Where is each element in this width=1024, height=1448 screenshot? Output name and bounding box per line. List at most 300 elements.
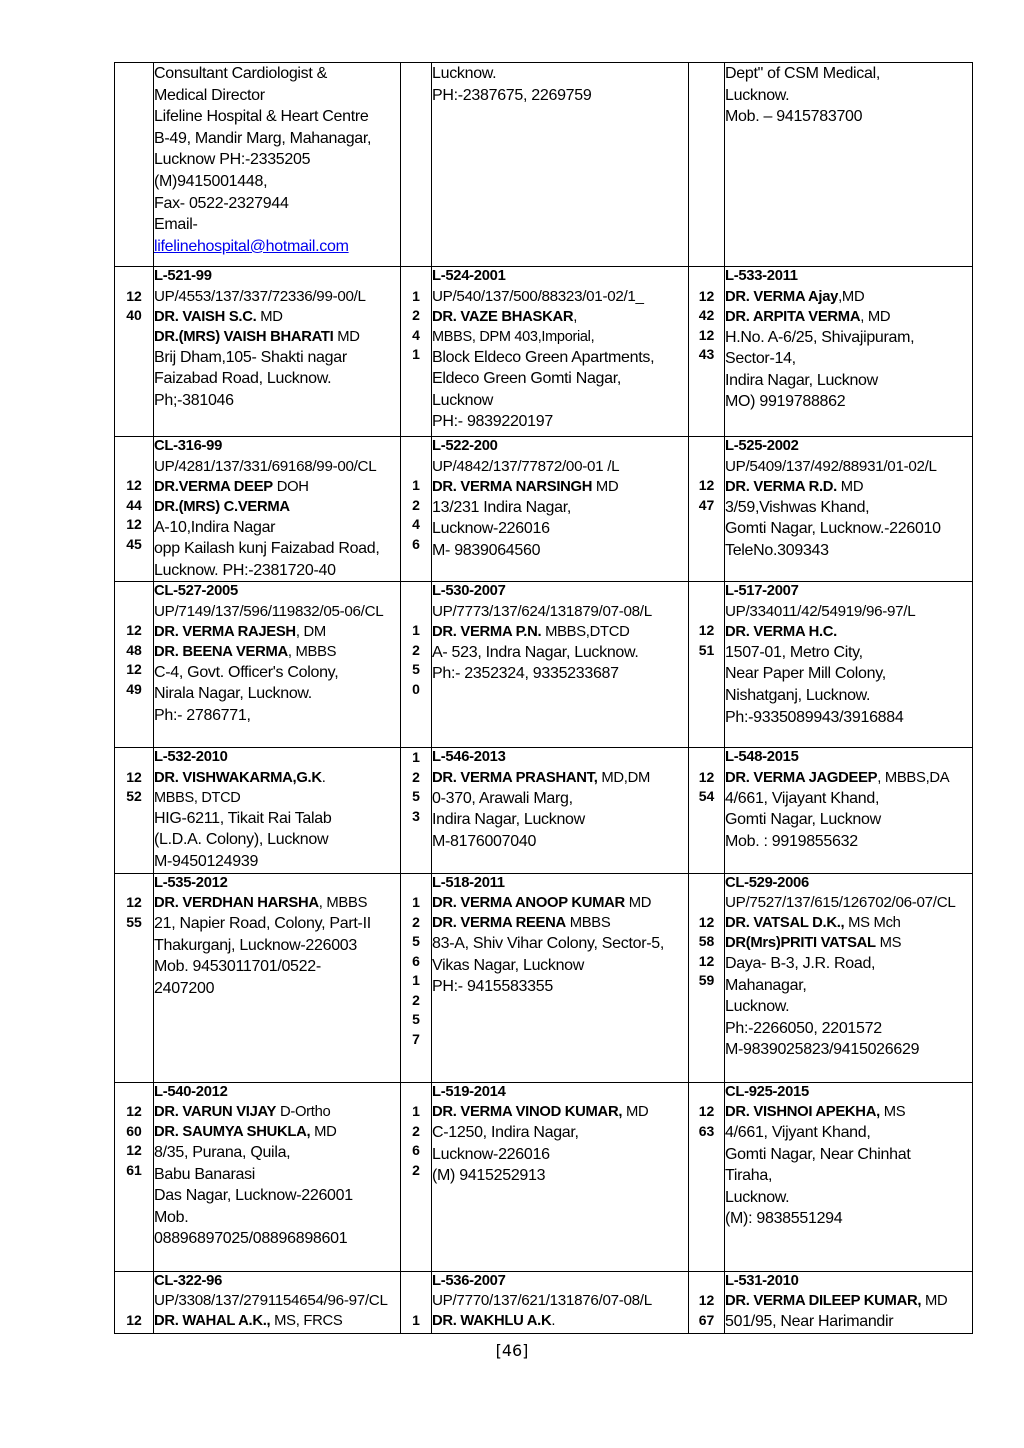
entry-text-line: Lucknow. [725,86,790,104]
serial-digit: 12 [126,477,142,493]
serial-digit: 1 [412,1311,420,1328]
doctor-name-line [154,1311,400,1331]
entry-text-line: 4/661, Vijayant Khand, [725,789,880,807]
doctor-qualification: MD [921,1293,948,1310]
registration-code: UP/7770/137/621/131876/07-08/L [432,1292,652,1310]
serial-number-cell [401,1271,432,1333]
serial-digit [401,874,431,894]
doctor-name-line [154,622,400,642]
serial-digit: 12 [698,622,715,639]
entry-text-line: Lucknow. [432,65,497,82]
entry-text-line: 8/35, Purana, Quila, [154,1144,291,1162]
entry-text-line: Dept" of CSM Medical, [725,65,880,82]
serial-digit: 60 [126,1122,142,1139]
entry-text-line: 1507-01, Metro City, [725,643,863,661]
doctor-qualification: MS [879,1104,906,1121]
serial-digit [689,1272,724,1292]
doctor-name: DR. VERMA NARSINGH [432,478,593,495]
serial-digit: 44 [126,496,142,513]
entry-text-line: Medical Director [154,86,265,104]
page-number: [46] [495,1341,529,1360]
serial-number-cell [115,873,154,1082]
entry-text-line: MO) 9919788862 [725,393,846,411]
doctor-name: DR. VERMA ANOOP KUMAR [432,895,625,912]
entry-text-line: 83-A, Shiv Vihar Colony, Sector-5, [432,935,664,953]
registration-code: UP/3308/137/2791154654/96-97/CL [154,1292,388,1310]
serial-digit: 42 [698,307,715,323]
serial-digit: 1 [412,622,420,639]
doctor-qualification: ,MD [838,288,865,305]
doctor-name: DR. VERMA H.C. [725,623,837,640]
doctor-name-line [154,1122,400,1142]
serial-digit: 1 [412,287,420,304]
directory-row [115,582,973,748]
serial-digit [689,874,724,894]
entry-text-line: PH:- 9415583355 [432,978,553,996]
doctor-name: DR.VERMA DEEP [154,478,273,495]
doctor-name: DR. VAZE BHASKAR [432,308,574,325]
serial-number-cell [689,1271,725,1333]
serial-digit: 12 [126,1142,142,1159]
doctor-name-line [725,913,972,933]
entry-text-line: Mob. – 9415783700 [725,108,863,126]
registration-number: L-535-2012 [154,874,228,891]
entry-text-line: Block Eldeco Green Apartments, [432,348,655,366]
serial-digit [689,437,724,457]
serial-digit [401,437,431,457]
serial-digit: 1 [412,894,420,911]
serial-digit [401,582,431,602]
doctor-name-line [725,1291,972,1311]
doctor-name-line [432,622,688,642]
doctor-name-line [725,933,972,953]
entry-text-line: 3/59,Vishwas Khand, [725,498,870,516]
serial-digit [689,893,724,913]
serial-digit: 12 [126,1103,142,1120]
serial-digit: 61 [126,1161,142,1178]
entry-text-line: (M)9415001448, [154,172,268,190]
serial-digit: 12 [126,1311,142,1328]
doctor-entry-cell [432,1082,689,1271]
doctor-name: DR. VERDHAN HARSHA [154,895,319,912]
entry-text-line: 08896897025/08896898601 [154,1230,348,1248]
entry-text-line: Lucknow. [725,998,790,1016]
serial-number-cell [401,748,432,873]
serial-number-cell [401,267,432,437]
serial-digit [401,267,431,287]
entry-text-line: Lucknow-226016 [432,520,550,538]
doctor-name: DR. VERMA VINOD KUMAR, [432,1104,623,1121]
entry-text-line: Nirala Nagar, Lucknow. [154,685,312,703]
serial-digit [689,267,724,287]
serial-number-cell [689,873,725,1082]
doctor-name: DR. VISHNOI APEKHA, [725,1104,880,1121]
serial-digit: 3 [412,807,420,824]
doctor-entry-cell [432,63,689,267]
serial-digit: 5 [412,788,420,805]
serial-digit: 12 [698,1292,715,1309]
doctor-name: DR. VERMA PRASHANT, [432,769,598,786]
doctor-name-line [725,307,972,327]
doctor-name-line [432,913,688,933]
serial-digit: 40 [126,307,142,323]
doctor-name: DR. VERMA R.D. [725,478,837,495]
serial-number-cell [115,1271,154,1333]
entry-text-line: PH:- 9839220197 [432,413,553,431]
serial-digit: 12 [698,477,715,493]
doctor-name: DR.(MRS) VAISH BHARATI [154,328,334,345]
registration-number: CL-322-96 [154,1272,223,1289]
serial-digit: 12 [698,952,715,969]
serial-digit [401,602,431,622]
serial-number-cell [401,437,432,582]
registration-number: L-533-2011 [725,268,798,284]
entry-text-line: 13/231 Indira Nagar, [432,498,571,516]
directory-row [115,1082,973,1271]
serial-digit: 58 [698,933,715,950]
entry-text-line: 0-370, Arawali Marg, [432,789,573,807]
serial-digit: 59 [698,972,715,989]
registration-number: L-540-2012 [154,1083,228,1100]
serial-digit: 43 [698,346,715,362]
entry-text-line: C-4, Govt. Officer's Colony, [154,663,339,681]
serial-digit: 47 [698,496,715,513]
doctor-name: DR. VERMA Ajay [725,288,839,305]
entry-text-line: Indira Nagar, Lucknow [432,811,585,829]
doctor-entry-cell [432,437,689,582]
doctor-entry-cell [154,582,401,748]
doctor-qualification: MS, FRCS [270,1313,343,1330]
doctor-name: DR. WAHAL A.K., [154,1313,271,1330]
doctor-name: DR.(MRS) C.VERMA [154,498,290,515]
serial-digit: 12 [126,768,142,785]
entry-text-line: C-1250, Indira Nagar, [432,1124,579,1142]
serial-digit: 55 [126,913,142,930]
doctor-qualification: . [551,1313,556,1330]
doctor-entry-cell [154,1271,401,1333]
entry-text-line: M-9450124939 [154,852,259,870]
doctor-entry-cell [432,748,689,873]
entry-text-line: H.No. A-6/25, Shivajipuram, [725,328,915,346]
registration-number: L-546-2013 [432,749,506,766]
serial-digit [401,1083,431,1103]
doctor-entry-cell [154,748,401,873]
entry-text-line: (M) 9415252913 [432,1167,546,1185]
doctor-name: DR. ARPITA VERMA [725,308,861,325]
serial-digit: 5 [412,1011,420,1028]
doctor-name: DR(Mrs)PRITI VATSAL [725,935,876,952]
email-link[interactable]: lifelinehospital@hotmail.com [154,237,349,255]
serial-digit [689,457,724,477]
registration-number: L-518-2011 [432,874,505,891]
doctor-name-line [154,307,400,327]
serial-number-cell [401,1082,432,1271]
entry-text-line: Email- [154,216,198,234]
entry-text-line: (L.D.A. Colony), Lucknow [154,831,329,849]
serial-digit: 0 [412,680,420,697]
doctor-entry-cell [154,267,401,437]
registration-code: UP/4553/137/337/72336/99-00/L [154,287,366,305]
entry-text-line: HIG-6211, Tikait Rai Talab [154,809,332,827]
entry-text-line: Vikas Nagar, Lucknow [432,956,585,974]
entry-text-line: Eldeco Green Gomti Nagar, [432,370,622,388]
serial-digit: 6 [412,1142,420,1159]
doctor-qualification: . [321,769,326,786]
doctor-name: DR. VISHWAKARMA,G.K [154,769,322,786]
doctor-name-line [154,1102,400,1122]
registration-number: L-532-2010 [154,749,228,766]
entry-text-line: Lucknow PH:-2335205 [154,151,311,169]
entry-text-line: Mob. 9453011701/0522- [154,958,321,976]
doctor-name-line [725,477,972,497]
registration-number: L-536-2007 [432,1272,506,1289]
serial-digit: 4 [412,326,420,343]
serial-digit [115,267,153,287]
serial-number-cell [115,437,154,582]
entry-text-line: Mob. : 9919855632 [725,832,858,850]
doctor-qualification: MD [592,478,619,495]
serial-digit [401,457,431,477]
doctor-entry-cell [154,1082,401,1271]
serial-digit: 7 [412,1030,420,1047]
entry-text-line: Lucknow. [725,1188,790,1206]
doctor-name: DR. BEENA VERMA [154,643,288,660]
serial-digit: 49 [126,680,142,697]
serial-digit: 12 [126,661,142,678]
serial-number-cell [689,267,725,437]
doctor-name-line [432,307,688,327]
serial-digit [401,1272,431,1292]
entry-text-line: Indira Nagar, Lucknow [725,371,878,389]
doctor-qualification: MD [256,308,283,325]
entry-text-line: M-8176007040 [432,832,537,850]
serial-digit: 6 [412,952,420,969]
serial-digit [115,1083,153,1103]
doctor-qualification: , [573,308,578,325]
serial-number-cell [115,267,154,437]
entry-text-line: Gomti Nagar, Near Chinhat [725,1145,911,1163]
doctor-name-line [725,287,972,307]
serial-number-cell [689,437,725,582]
entry-text-line: Ph:- 2786771, [154,706,251,724]
entry-text-line: MBBS, DTCD [154,789,241,806]
doctor-name-line [432,893,688,913]
serial-number-cell [689,63,725,267]
doctor-qualification: , DM [295,623,326,640]
entry-text-line: Near Paper Mill Colony, [725,665,886,683]
serial-number-cell [115,63,154,267]
doctor-qualification: , MBBS [318,895,368,912]
doctor-name-line [725,1102,972,1122]
registration-number: CL-925-2015 [725,1083,809,1100]
registration-number: L-519-2014 [432,1083,506,1100]
registration-number: CL-527-2005 [154,583,238,600]
doctor-name-line [725,622,972,642]
doctor-qualification: MS Mch [844,915,901,932]
doctor-name: DR. VERMA P.N. [432,623,542,640]
directory-row [115,1271,973,1333]
serial-number-cell [115,748,154,873]
serial-number-cell [401,873,432,1082]
serial-digit: 12 [698,913,715,930]
registration-number: L-525-2002 [725,438,799,454]
doctor-name-line [154,327,400,347]
serial-number-cell [115,1082,154,1271]
doctor-entry-cell [432,582,689,748]
doctor-name: DR. VERMA DILEEP KUMAR, [725,1293,922,1310]
entry-text-line: M- 9839064560 [432,541,541,559]
entry-text-line: TeleNo.309343 [725,541,829,559]
serial-digit: 2 [412,1161,420,1178]
doctor-qualification: MS [875,935,902,952]
registration-code: UP/7527/137/615/126702/06-07/CL [725,894,956,912]
entry-text-line: Consultant Cardiologist & [154,65,328,82]
serial-digit: 2 [412,496,420,513]
entry-text-line: Lifeline Hospital & Heart Centre [154,108,369,126]
doctor-qualification: MD [622,1104,649,1121]
registration-number: L-530-2007 [432,583,506,600]
entry-text-line: Gomti Nagar, Lucknow [725,811,881,829]
registration-code: UP/4281/137/331/69168/99-00/CL [154,457,377,475]
serial-digit [115,602,153,622]
doctor-entry-cell [154,873,401,1082]
directory-row [115,63,973,267]
doctor-qualification: MD [624,895,652,912]
serial-number-cell [689,748,725,873]
entry-text-line: Daya- B-3, J.R. Road, [725,955,876,973]
serial-digit [689,748,724,768]
doctor-name-line [154,477,400,497]
entry-text-line: 4/661, Vijyant Khand, [725,1124,871,1142]
entry-text-line: Sector-14, [725,350,796,368]
doctor-entry-cell [432,267,689,437]
doctor-name-line [154,642,400,662]
doctor-entry-cell [432,873,689,1082]
entry-text-line: opp Kailash kunj Faizabad Road, [154,540,380,558]
entry-text-line: Thakurganj, Lucknow-226003 [154,936,358,954]
doctor-name-line [432,1102,688,1122]
serial-digit: 54 [698,788,715,805]
entry-text-line: A-10,Indira Nagar [154,518,276,536]
registration-number: L-521-99 [154,268,212,284]
entry-text-line: B-49, Mandir Marg, Mahanagar, [154,129,372,147]
entry-text-line: Nishatganj, Lucknow. [725,686,871,704]
entry-text-line: Lucknow. PH:-2381720-40 [154,561,336,579]
serial-digit [115,437,153,457]
serial-digit: 4 [412,516,420,532]
serial-number-cell [115,582,154,748]
doctor-qualification: MD [310,1124,337,1141]
doctor-name-line [432,1311,688,1331]
registration-code: UP/540/137/500/88323/01-02/1_ [432,287,644,305]
entry-text-line: 501/95, Near Harimandir [725,1313,894,1331]
doctor-entry-cell [725,267,973,437]
entry-text-line: Fax- 0522-2327944 [154,194,289,212]
entry-text-line: MBBS, DPM 403,Imporial, [432,328,595,345]
serial-digit [689,582,724,602]
serial-digit [689,602,724,622]
serial-digit: 1 [412,1103,420,1120]
registration-number: CL-529-2006 [725,874,809,891]
entry-text-line: Ph;-381046 [154,391,234,409]
registration-number: L-522-200 [432,438,498,454]
directory-row [115,267,973,437]
serial-digit: 1 [412,749,420,766]
registration-code: UP/334011/42/54919/96-97/L [725,602,916,620]
doctor-name-line [432,477,688,497]
doctor-qualification: MBBS [565,915,611,932]
serial-digit: 63 [698,1122,715,1139]
entry-text-line: Brij Dham,105- Shakti nagar [154,348,347,366]
doctor-qualification: D-Ortho [276,1104,331,1121]
registration-number: L-531-2010 [725,1272,799,1289]
serial-digit: 12 [126,622,142,639]
serial-digit: 12 [698,768,715,785]
serial-digit [115,457,153,477]
entry-text-line: Mahanagar, [725,976,807,994]
doctor-name: DR. VERMA RAJESH [154,623,296,640]
serial-digit: 67 [698,1311,715,1328]
entry-text-line: Ph:- 2352324, 9335233687 [432,665,619,683]
doctor-directory-table [114,62,973,1334]
directory-body [115,63,973,1334]
entry-text-line: 21, Napier Road, Colony, Part-II [154,915,371,933]
registration-number: CL-316-99 [154,438,223,454]
entry-text-line: Gomti Nagar, Lucknow.-226010 [725,520,941,538]
entry-text-line: Ph:-2266050, 2201572 [725,1019,882,1037]
serial-digit: 5 [412,661,420,678]
serial-number-cell [689,582,725,748]
doctor-name: DR. VERMA JAGDEEP [725,769,878,786]
doctor-entry-cell [725,437,973,582]
entry-text-line: PH:-2387675, 2269759 [432,86,592,104]
serial-digit: 52 [126,788,142,805]
serial-number-cell [689,1082,725,1271]
entry-text-line: 2407200 [154,979,215,997]
serial-digit [115,1272,153,1292]
entry-text-line: Lucknow-226016 [432,1145,550,1163]
registration-code: UP/7149/137/596/119832/05-06/CL [154,602,384,620]
doctor-name: DR. VARUN VIJAY [154,1104,277,1121]
directory-row [115,873,973,1082]
entry-text-line: A- 523, Indra Nagar, Lucknow. [432,643,639,661]
serial-digit: 5 [412,933,420,950]
entry-text-line: Lucknow [432,391,494,409]
doctor-name-line [154,497,400,517]
doctor-name: DR. WAKHLU A.K [432,1313,552,1330]
serial-digit: 1 [412,972,420,989]
serial-digit: 2 [412,641,420,658]
serial-digit [401,1291,431,1311]
entry-text-line: (M): 9838551294 [725,1210,843,1228]
directory-row [115,748,973,873]
doctor-entry-cell [154,63,401,267]
doctor-name-line [154,768,400,788]
doctor-entry-cell [725,63,973,267]
doctor-entry-cell [154,437,401,582]
registration-number: L-524-2001 [432,268,506,284]
doctor-qualification: MD,DM [597,769,651,786]
registration-code: UP/4842/137/77872/00-01 /L [432,457,620,475]
doctor-entry-cell [725,582,973,748]
serial-number-cell [401,582,432,748]
serial-number-cell [401,63,432,267]
serial-digit: 1 [412,477,420,493]
doctor-qualification: MD [837,478,864,495]
doctor-name: DR. VERMA REENA [432,915,566,932]
serial-digit: 2 [412,913,420,930]
doctor-name-line [432,768,688,788]
